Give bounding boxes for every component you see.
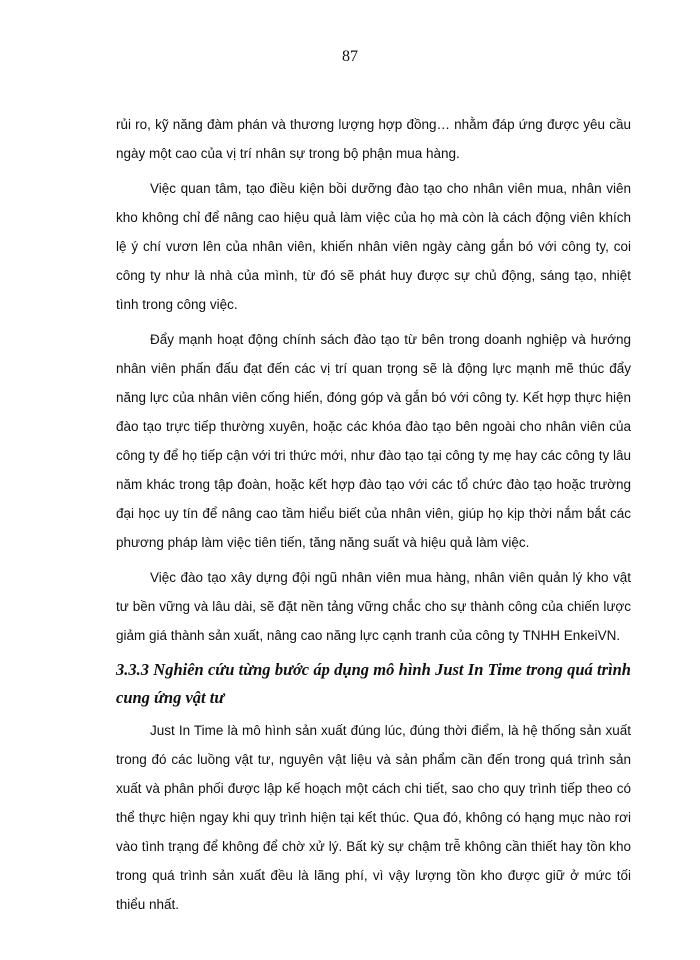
- paragraph-team-building: Việc đào tạo xây dựng đội ngũ nhân viên mua hàng, nhân viên quản lý kho vật tư bền vững và lâu dài, sẽ đặt nền tảng vững chắc cho sự thành công của chiến lược giảm giá thành sản xuất, nâng cao năng lực cạnh tranh của công ty TNHH EnkeiVN.: [116, 570, 631, 643]
- paragraph-just-in-time: Just In Time là mô hình sản xuất đúng lúc, đúng thời điểm, là hệ thống sản xuất trong đó các luồng vật tư, nguyên vật liệu và sản phẩm cần đến trong quá trình sản xuất và phân phối được lập kế hoạch một cách chi tiết, sao cho quy trình tiếp theo có thể thực hiện ngay khi quy trình hiện tại kết thúc. Qua đó, không có hạng mục nào rơi vào tình trạng để không để chờ xử lý. Bất kỳ sự chậm trễ không cần thiết hay tồn kho trong quá trình sản xuất đều là lãng phí, vì vậy lượng tồn kho được giữ ở mức tối thiểu nhất.: [116, 723, 631, 912]
- section-heading: 3.3.3 Nghiên cứu từng bước áp dụng mô hình Just In Time trong quá trình cung ứng vật tư: [116, 660, 631, 707]
- document-body: [116, 110, 631, 925]
- page-number: 87: [342, 48, 358, 65]
- paragraph-internal-training: Đẩy mạnh hoạt động chính sách đào tạo từ bên trong doanh nghiệp và hướng nhân viên phấn đấu đạt đến các vị trí quan trọng sẽ là động lực mạnh mẽ thúc đẩy năng lực của nhân viên cống hiến, đóng góp và gắn bó với công ty. Kết hợp thực hiện đào tạo trực tiếp thường xuyên, hoặc các khóa đào tạo bên ngoài cho nhân viên của công ty để họ tiếp cận với tri thức mới, như đào tạo tại công ty mẹ hay các công ty lâu năm khác trong tập đoàn, hoặc kết hợp đào tạo với các tổ chức đào tạo hoặc trường đại học uy tín để nâng cao tầm hiểu biết của nhân viên, giúp họ kịp thời nắm bắt các phương pháp làm việc tiên tiến, tăng năng suất và hiệu quả làm việc.: [116, 332, 631, 550]
- paragraph-continuation: rủi ro, kỹ năng đàm phán và thương lượng hợp đồng… nhằm đáp ứng được yêu cầu ngày một cao của vị trí nhân sự trong bộ phận mua hàng.: [116, 117, 631, 161]
- paragraph-training-support: Việc quan tâm, tạo điều kiện bồi dưỡng đào tạo cho nhân viên mua, nhân viên kho không chỉ để nâng cao hiệu quả làm việc của họ mà còn là cách động viên khích lệ ý chí vươn lên của nhân viên, khiến nhân viên ngày càng gắn bó với công ty, coi công ty như là nhà của mình, từ đó sẽ phát huy được sự chủ động, sáng tạo, nhiệt tình trong công việc.: [116, 181, 631, 312]
